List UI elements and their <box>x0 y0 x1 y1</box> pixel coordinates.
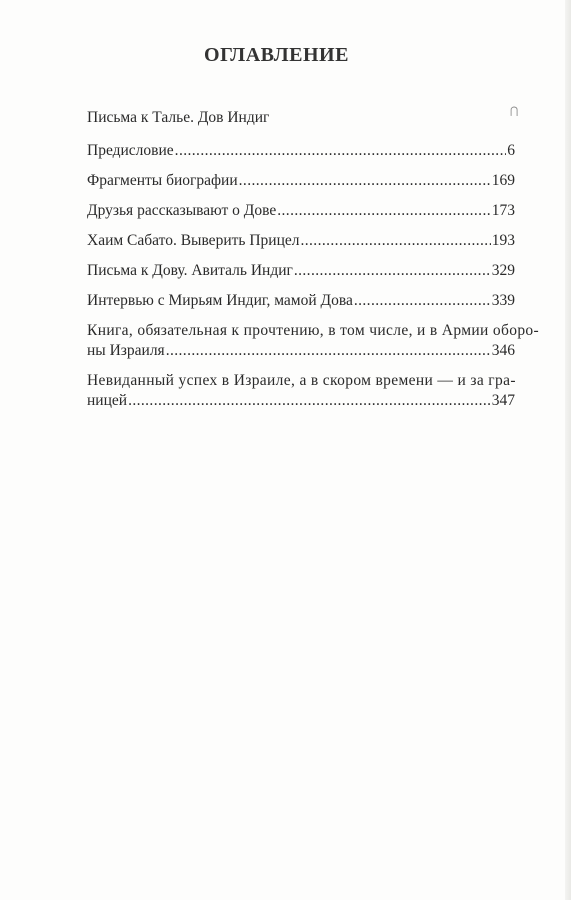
toc-entry-title-line1: Невиданный успех в Израиле, а в скором времени — и за гра- <box>87 372 516 389</box>
toc-section-heading <box>87 108 515 128</box>
dot-leader <box>300 231 490 251</box>
page-title: ОГЛАВЛЕНИЕ <box>204 44 349 66</box>
toc-entry-page: 173 <box>491 202 515 219</box>
print-mark-icon: ⋂ <box>510 106 519 117</box>
table-of-contents <box>87 108 540 421</box>
toc-entry-row <box>87 261 515 281</box>
toc-entry-title: Письма к Дову. Авиталь Индиг <box>87 262 293 279</box>
toc-entry-title-line2: ны Израиля <box>87 342 165 359</box>
dot-leader <box>239 171 491 191</box>
dot-leader <box>294 261 491 281</box>
toc-entry-title: Предисловие <box>87 142 174 159</box>
dot-leader <box>354 291 491 311</box>
toc-entry-page: 6 <box>507 142 515 159</box>
toc-entry-row <box>87 341 515 361</box>
section-heading-text: Письма к Талье. Дов Индиг <box>87 109 270 126</box>
dot-leader <box>175 141 507 161</box>
toc-entry-row <box>87 141 515 161</box>
dot-leader <box>166 341 491 361</box>
toc-entry <box>87 141 515 161</box>
toc-entry-page: 329 <box>491 262 515 279</box>
toc-entry-title: Интервью с Мирьям Индиг, мамой Дова <box>87 292 353 309</box>
toc-entry-row <box>87 201 515 221</box>
page-edge <box>565 0 571 900</box>
toc-entry-title: Друзья рассказывают о Дове <box>87 202 277 219</box>
toc-entry-page: 346 <box>491 342 515 359</box>
toc-entry-page: 169 <box>491 172 515 189</box>
dot-leader <box>277 201 491 221</box>
toc-entry <box>87 261 515 281</box>
toc-entry-row <box>87 171 515 191</box>
toc-entry-title-line1: Книга, обязательная к прочтению, в том числе, и в Армии оборо- <box>87 322 540 339</box>
toc-entry-row <box>87 391 515 411</box>
toc-entry <box>87 171 515 191</box>
dot-leader <box>128 391 491 411</box>
toc-entry-page: 347 <box>491 392 515 409</box>
toc-entry-page: 193 <box>491 232 515 249</box>
toc-entry-wrapped <box>87 371 515 411</box>
toc-entry <box>87 231 515 251</box>
toc-entry-row <box>87 291 515 311</box>
toc-entry <box>87 291 515 311</box>
toc-entry-page: 339 <box>491 292 515 309</box>
toc-entry-title: Фрагменты биографии <box>87 172 238 189</box>
toc-entry-row <box>87 231 515 251</box>
toc-entry-wrapped <box>87 321 540 361</box>
toc-entry <box>87 201 515 221</box>
toc-entry-title-line2: ницей <box>87 392 128 409</box>
toc-entry-title: Хаим Сабато. Выверить Прицел <box>87 232 300 249</box>
